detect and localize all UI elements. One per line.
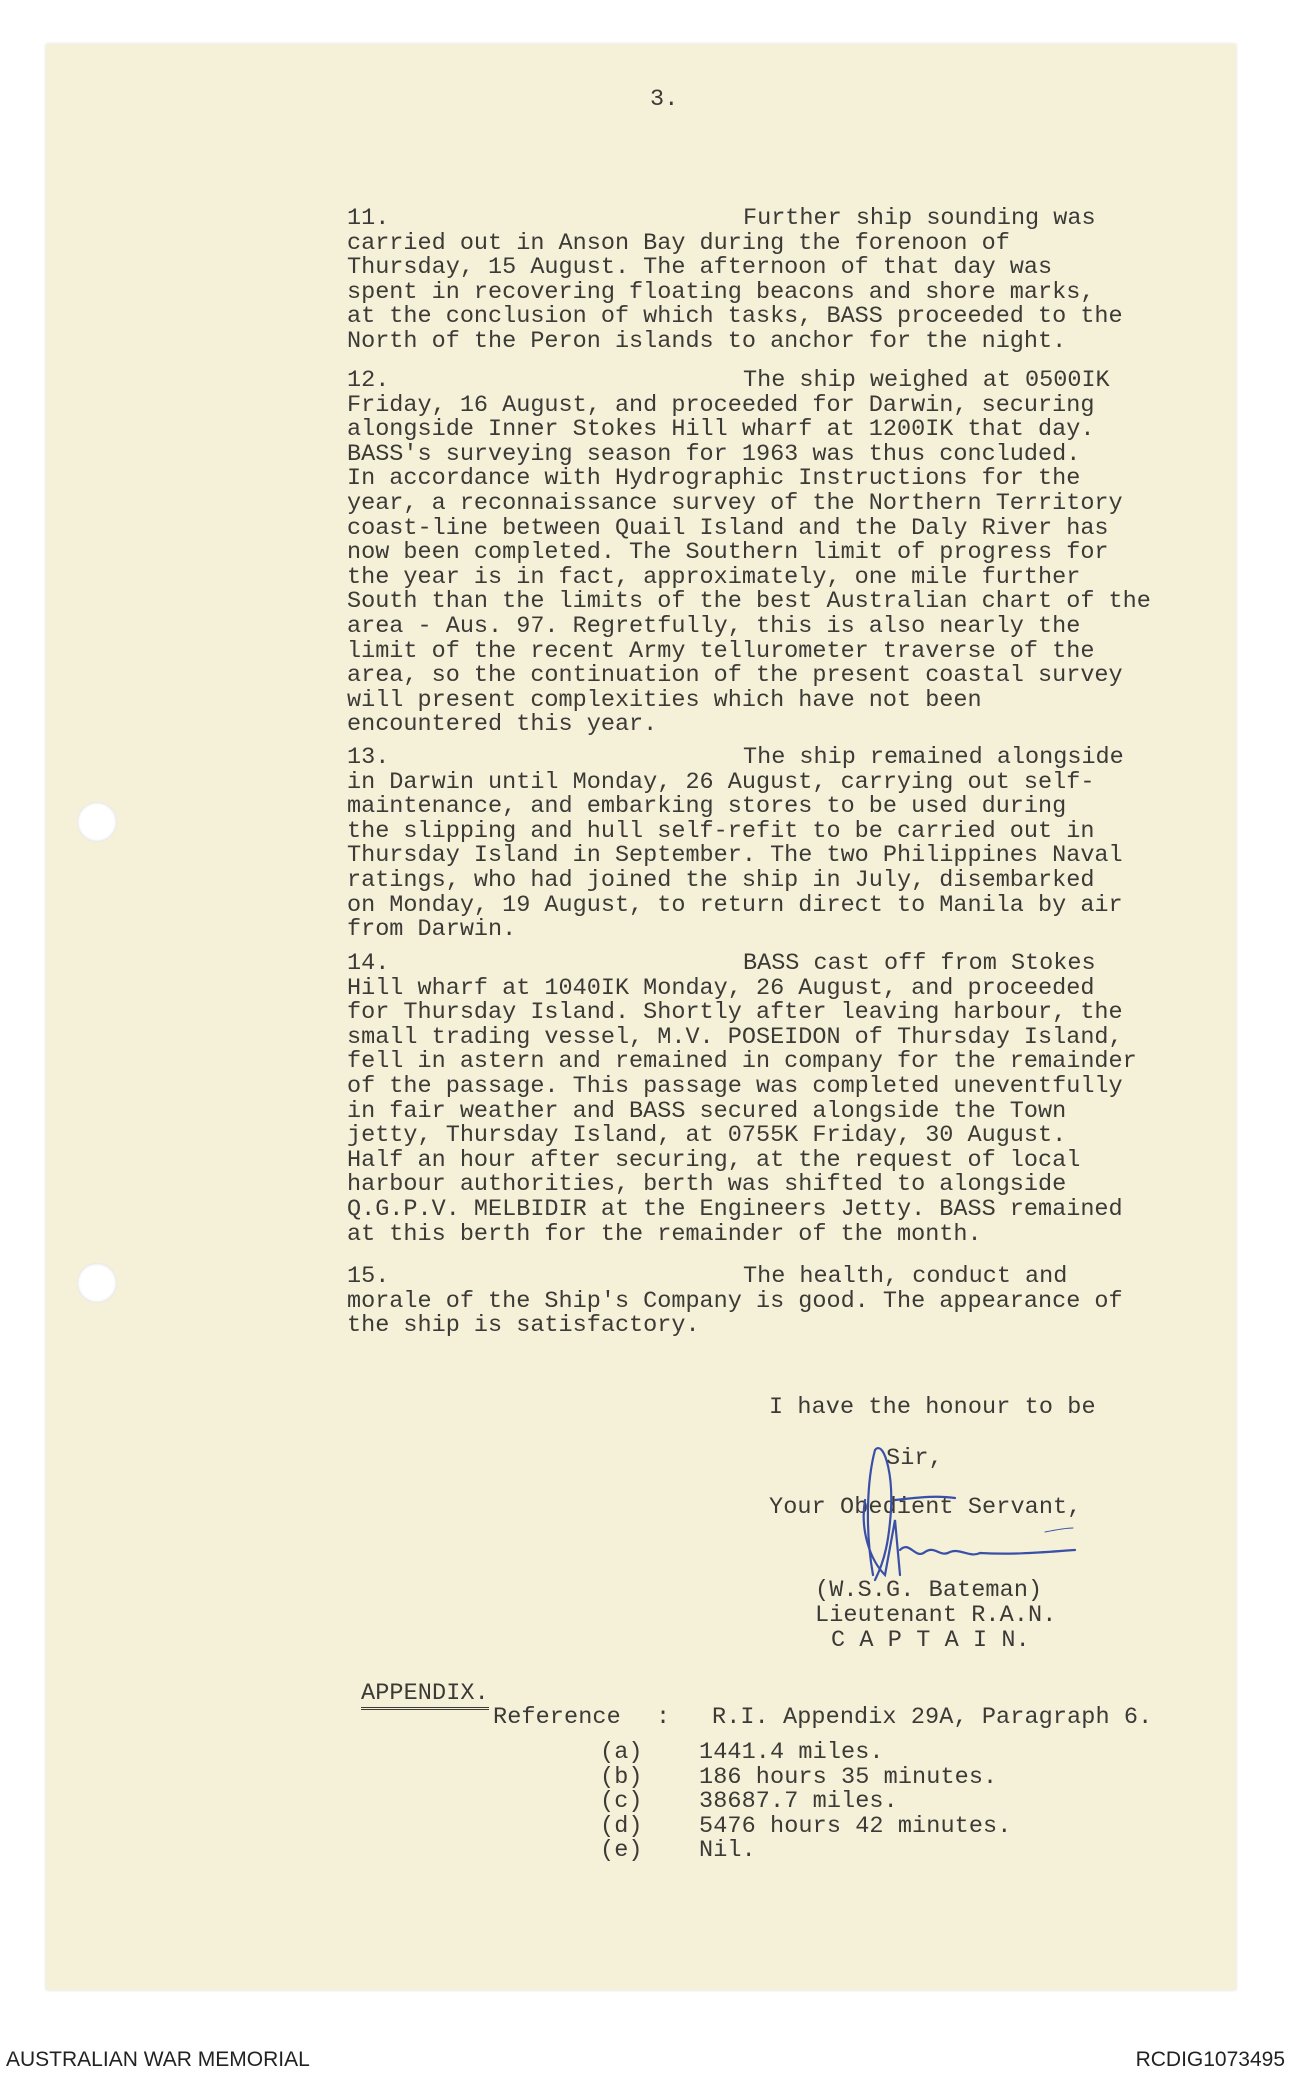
footer-id: RCDIG1073495: [1135, 2048, 1285, 2071]
paragraph-line: South than the limits of the best Australian chart of the: [347, 588, 1151, 616]
reference-label: Reference: [493, 1704, 621, 1731]
paragraph-line: ratings, who had joined the ship in July, disembarked: [347, 866, 1095, 894]
page-number: 3.: [650, 86, 679, 113]
appendix-item-value: 186 hours 35 minutes.: [699, 1763, 998, 1791]
signature: [845, 1440, 1105, 1590]
item-letter: c: [614, 1788, 629, 1816]
paragraph-line: Half an hour after securing, at the request of local: [347, 1146, 1081, 1174]
paragraph-line: coast-line between Quail Island and the Daly River has: [347, 514, 1109, 542]
item-letter: b: [614, 1763, 629, 1791]
punch-hole: [77, 802, 117, 842]
closing-honour: I have the honour to be: [769, 1394, 1096, 1421]
paragraph-15: [347, 1265, 1123, 1339]
paragraph-line: The ship remained alongside: [743, 744, 1124, 771]
appendix-item-key: (c): [600, 1788, 643, 1816]
item-letter: e: [614, 1837, 629, 1865]
paragraph-line: in fair weather and BASS secured alongside the Town: [347, 1097, 1067, 1125]
reference-colon: :: [656, 1704, 671, 1731]
paragraph-line: In accordance with Hydrographic Instructions for the: [347, 465, 1081, 493]
paragraph-line: from Darwin.: [347, 916, 517, 944]
item-letter: d: [614, 1812, 629, 1840]
paragraph-line: Q.G.P.V. MELBIDIR at the Engineers Jetty. BASS remained: [347, 1195, 1123, 1223]
appendix-item-key: (d): [600, 1812, 643, 1840]
paragraph-line: at this berth for the remainder of the month.: [347, 1220, 982, 1248]
paragraph-line: jetty, Thursday Island, at 0755K Friday, 30 August.: [347, 1122, 1067, 1150]
paragraph-number: 11.: [347, 205, 390, 232]
signatory-rank: Lieutenant R.A.N.: [815, 1602, 1057, 1629]
appendix-item-key: (b): [600, 1763, 643, 1791]
paragraph-line: area - Aus. 97. Regretfully, this is also nearly the: [347, 612, 1081, 640]
paragraph-line: the year is in fact, approximately, one mile further: [347, 563, 1081, 591]
paragraph-number: 13.: [347, 744, 390, 771]
signatory-title: C A P T A I N.: [831, 1627, 1030, 1654]
paragraph-line: The ship weighed at 0500IK: [743, 367, 1110, 394]
paragraph-line: BASS's surveying season for 1963 was thus concluded.: [347, 440, 1081, 468]
appendix-item-value: 1441.4 miles.: [699, 1739, 884, 1766]
paragraph-number: 15.: [347, 1263, 390, 1290]
paragraph-line: the slipping and hull self-refit to be carried out in: [347, 817, 1095, 845]
closing-salutation: Sir,: [886, 1445, 943, 1472]
appendix-item-value: 5476 hours 42 minutes.: [699, 1812, 1012, 1840]
paragraph-line: for Thursday Island. Shortly after leaving harbour, the: [347, 999, 1123, 1027]
appendix-item-value: Nil.: [699, 1837, 756, 1865]
paragraph-line: North of the Peron islands to anchor for the night.: [347, 327, 1067, 355]
paragraph-13: [347, 746, 1124, 943]
paragraph-line: at the conclusion of which tasks, BASS proceeded to the: [347, 303, 1123, 331]
paragraph-line: of the passage. This passage was completed uneventfully: [347, 1072, 1123, 1100]
paragraph-line: the ship is satisfactory.: [347, 1312, 700, 1340]
paragraph-number: 14.: [347, 950, 390, 977]
appendix-item-value: 38687.7 miles.: [699, 1788, 898, 1816]
paragraph-line: Thursday Island in September. The two Philippines Naval: [347, 842, 1123, 870]
reference-value: R.I. Appendix 29A, Paragraph 6.: [712, 1704, 1153, 1731]
item-letter: a: [614, 1739, 629, 1766]
paragraph-line: Further ship sounding was: [743, 205, 1096, 232]
paragraph-line: encountered this year.: [347, 711, 658, 739]
footer-source: AUSTRALIAN WAR MEMORIAL: [6, 2048, 310, 2071]
closing-servant: Your Obedient Servant,: [769, 1494, 1082, 1521]
paragraph-12: [347, 369, 1151, 738]
paragraph-line: will present complexities which have not been: [347, 686, 982, 714]
paragraph-line: fell in astern and remained in company for the remainder: [347, 1048, 1137, 1076]
paragraph-line: Thursday, 15 August. The afternoon of that day was: [347, 254, 1053, 282]
paragraph-line: spent in recovering floating beacons and shore marks,: [347, 278, 1095, 306]
paragraph-line: in Darwin until Monday, 26 August, carrying out self-: [347, 768, 1095, 796]
paragraph-line: area, so the continuation of the present coastal survey: [347, 662, 1123, 690]
signatory-name: (W.S.G. Bateman): [815, 1577, 1043, 1604]
paragraph-line: limit of the recent Army tellurometer traverse of the: [347, 637, 1095, 665]
paragraph-line: year, a reconnaissance survey of the Northern Territory: [347, 489, 1123, 517]
appendix-heading: APPENDIX.: [361, 1682, 489, 1710]
paragraph-11: [347, 207, 1123, 355]
paragraph-line: on Monday, 19 August, to return direct to Manila by air: [347, 891, 1123, 919]
paragraph-line: The health, conduct and: [743, 1263, 1068, 1290]
paragraph-number: 12.: [347, 367, 390, 394]
paragraph-line: alongside Inner Stokes Hill wharf at 1200IK that day.: [347, 416, 1095, 444]
paragraph-line: Hill wharf at 1040IK Monday, 26 August, and proceeded: [347, 974, 1095, 1002]
paragraph-line: small trading vessel, M.V. POSEIDON of Thursday Island,: [347, 1023, 1123, 1051]
paragraph-line: Friday, 16 August, and proceeded for Darwin, securing: [347, 391, 1095, 419]
paragraph-line: now been completed. The Southern limit of progress for: [347, 539, 1109, 567]
paragraph-line: maintenance, and embarking stores to be used during: [347, 793, 1067, 821]
paragraph-14: [347, 952, 1137, 1247]
appendix-item-key: (a): [600, 1739, 643, 1766]
paragraph-line: BASS cast off from Stokes: [743, 950, 1096, 977]
paragraph-line: harbour authorities, berth was shifted to alongside: [347, 1171, 1067, 1199]
paragraph-line: carried out in Anson Bay during the forenoon of: [347, 229, 1010, 257]
paragraph-line: morale of the Ship's Company is good. The appearance of: [347, 1287, 1123, 1315]
appendix-item-key: (e): [600, 1837, 643, 1865]
punch-hole: [77, 1263, 117, 1303]
